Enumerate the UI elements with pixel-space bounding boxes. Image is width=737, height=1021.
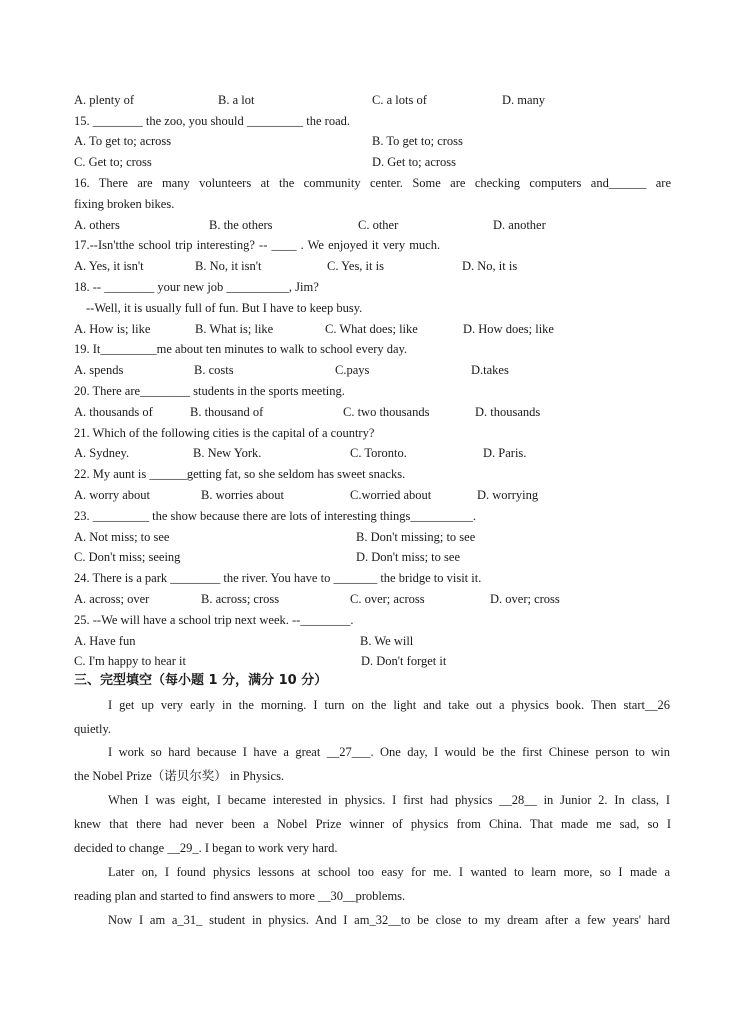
passage-line-4: the Nobel Prize（诺贝尔奖） in Physics. bbox=[74, 769, 285, 783]
passage-line-5: When I was eight, I became interested in physics. I first had physics __28__ in Junior 2. In class, I bbox=[108, 793, 670, 807]
q17-option-a: A. Yes, it isn't bbox=[74, 259, 144, 273]
q22-option-d: D. worrying bbox=[477, 488, 539, 502]
passage-line-9: reading plan and started to find answers to more __30__problems. bbox=[74, 889, 406, 903]
q22-option-b: B. worries about bbox=[201, 488, 284, 502]
q18-option-d: D. How does; like bbox=[463, 322, 554, 336]
q23-option-c: C. Don't miss; seeing bbox=[74, 550, 181, 564]
q19-option-c: C.pays bbox=[335, 363, 370, 377]
q16-option-b: B. the others bbox=[209, 218, 273, 232]
q18-stem-line1: 18. -- ________ your new job __________, Jim? bbox=[74, 280, 319, 294]
q17-option-c: C. Yes, it is bbox=[327, 259, 384, 273]
q17-stem: 17.--Isn'tthe school trip interesting? -- ____ . We enjoyed it very much. bbox=[74, 238, 441, 252]
q20-option-c: C. two thousands bbox=[343, 405, 430, 419]
q15-stem: 15. ________ the zoo, you should _________ the road. bbox=[74, 114, 351, 128]
q24-option-c: C. over; across bbox=[350, 592, 425, 606]
q15-option-a: A. To get to; across bbox=[74, 134, 172, 148]
q15-option-b: B. To get to; cross bbox=[372, 134, 463, 148]
q24-option-b: B. across; cross bbox=[201, 592, 280, 606]
q24-option-a: A. across; over bbox=[74, 592, 150, 606]
q18-option-b: B. What is; like bbox=[195, 322, 274, 336]
q16-option-a: A. others bbox=[74, 218, 120, 232]
q17-option-d: D. No, it is bbox=[462, 259, 518, 273]
q23-option-d: D. Don't miss; to see bbox=[356, 550, 460, 564]
q18-option-c: C. What does; like bbox=[325, 322, 418, 336]
passage-line-7: decided to change __29_. I began to work very hard. bbox=[74, 841, 338, 855]
q16-option-d: D. another bbox=[493, 218, 546, 232]
q16-stem-line2: fixing broken bikes. bbox=[74, 197, 175, 211]
q14-option-a: A. plenty of bbox=[74, 93, 135, 107]
passage-line-8: Later on, I found physics lessons at school too easy for me. I wanted to learn more, so I made a bbox=[108, 865, 670, 879]
q25-option-b: B. We will bbox=[360, 634, 414, 648]
q24-stem: 24. There is a park ________ the river. You have to _______ the bridge to visit it. bbox=[74, 571, 482, 585]
q15-option-c: C. Get to; cross bbox=[74, 155, 152, 169]
q18-stem-line2: --Well, it is usually full of fun. But I have to keep busy. bbox=[86, 301, 363, 315]
q16-option-c: C. other bbox=[358, 218, 399, 232]
passage-line-2: quietly. bbox=[74, 722, 112, 736]
q19-stem: 19. It_________me about ten minutes to walk to school every day. bbox=[74, 342, 408, 356]
q19-option-a: A. spends bbox=[74, 363, 124, 377]
q23-option-a: A. Not miss; to see bbox=[74, 530, 170, 544]
passage-line-10: Now I am a_31_ student in physics. And I am_32__to be close to my dream after a few years' hard bbox=[108, 913, 670, 927]
q14-option-d: D. many bbox=[502, 93, 546, 107]
q25-option-d: D. Don't forget it bbox=[361, 654, 447, 668]
q20-option-d: D. thousands bbox=[475, 405, 541, 419]
q14-option-c: C. a lots of bbox=[372, 93, 427, 107]
q19-option-b: B. costs bbox=[194, 363, 234, 377]
q18-option-a: A. How is; like bbox=[74, 322, 151, 336]
q21-option-a: A. Sydney. bbox=[74, 446, 130, 460]
passage-line-3: I work so hard because I have a great __27___. One day, I would be the first Chinese person to win bbox=[108, 745, 670, 759]
q22-option-a: A. worry about bbox=[74, 488, 151, 502]
q20-option-a: A. thousands of bbox=[74, 405, 153, 419]
q23-option-b: B. Don't missing; to see bbox=[356, 530, 476, 544]
q21-stem: 21. Which of the following cities is the capital of a country? bbox=[74, 426, 375, 440]
q19-option-d: D.takes bbox=[471, 363, 509, 377]
section-3-heading: 三、完型填空（每小题 1 分，满分 10 分） bbox=[74, 673, 328, 688]
q20-stem: 20. There are________ students in the sports meeting. bbox=[74, 384, 345, 398]
q25-option-a: A. Have fun bbox=[74, 634, 136, 648]
q21-option-d: D. Paris. bbox=[483, 446, 527, 460]
q22-stem: 22. My aunt is ______getting fat, so she seldom has sweet snacks. bbox=[74, 467, 406, 481]
q20-option-b: B. thousand of bbox=[190, 405, 264, 419]
q17-option-b: B. No, it isn't bbox=[195, 259, 262, 273]
q22-option-c: C.worried about bbox=[350, 488, 432, 502]
q24-option-d: D. over; cross bbox=[490, 592, 560, 606]
q23-stem: 23. _________ the show because there are lots of interesting things__________. bbox=[74, 509, 477, 523]
q25-stem: 25. --We will have a school trip next week. --________. bbox=[74, 613, 354, 627]
q15-option-d: D. Get to; across bbox=[372, 155, 457, 169]
passage-line-1: I get up very early in the morning. I turn on the light and take out a physics book. Then start__26 bbox=[108, 698, 670, 712]
passage-line-6: knew that there had never been a Nobel Prize winner of physics from China. That made me sad, so I bbox=[74, 817, 671, 831]
q16-stem-line1: 16. There are many volunteers at the community center. Some are checking computers and______ are bbox=[74, 176, 671, 190]
q21-option-b: B. New York. bbox=[193, 446, 262, 460]
q14-option-b: B. a lot bbox=[218, 93, 255, 107]
q25-option-c: C. I'm happy to hear it bbox=[74, 654, 186, 668]
q21-option-c: C. Toronto. bbox=[350, 446, 407, 460]
